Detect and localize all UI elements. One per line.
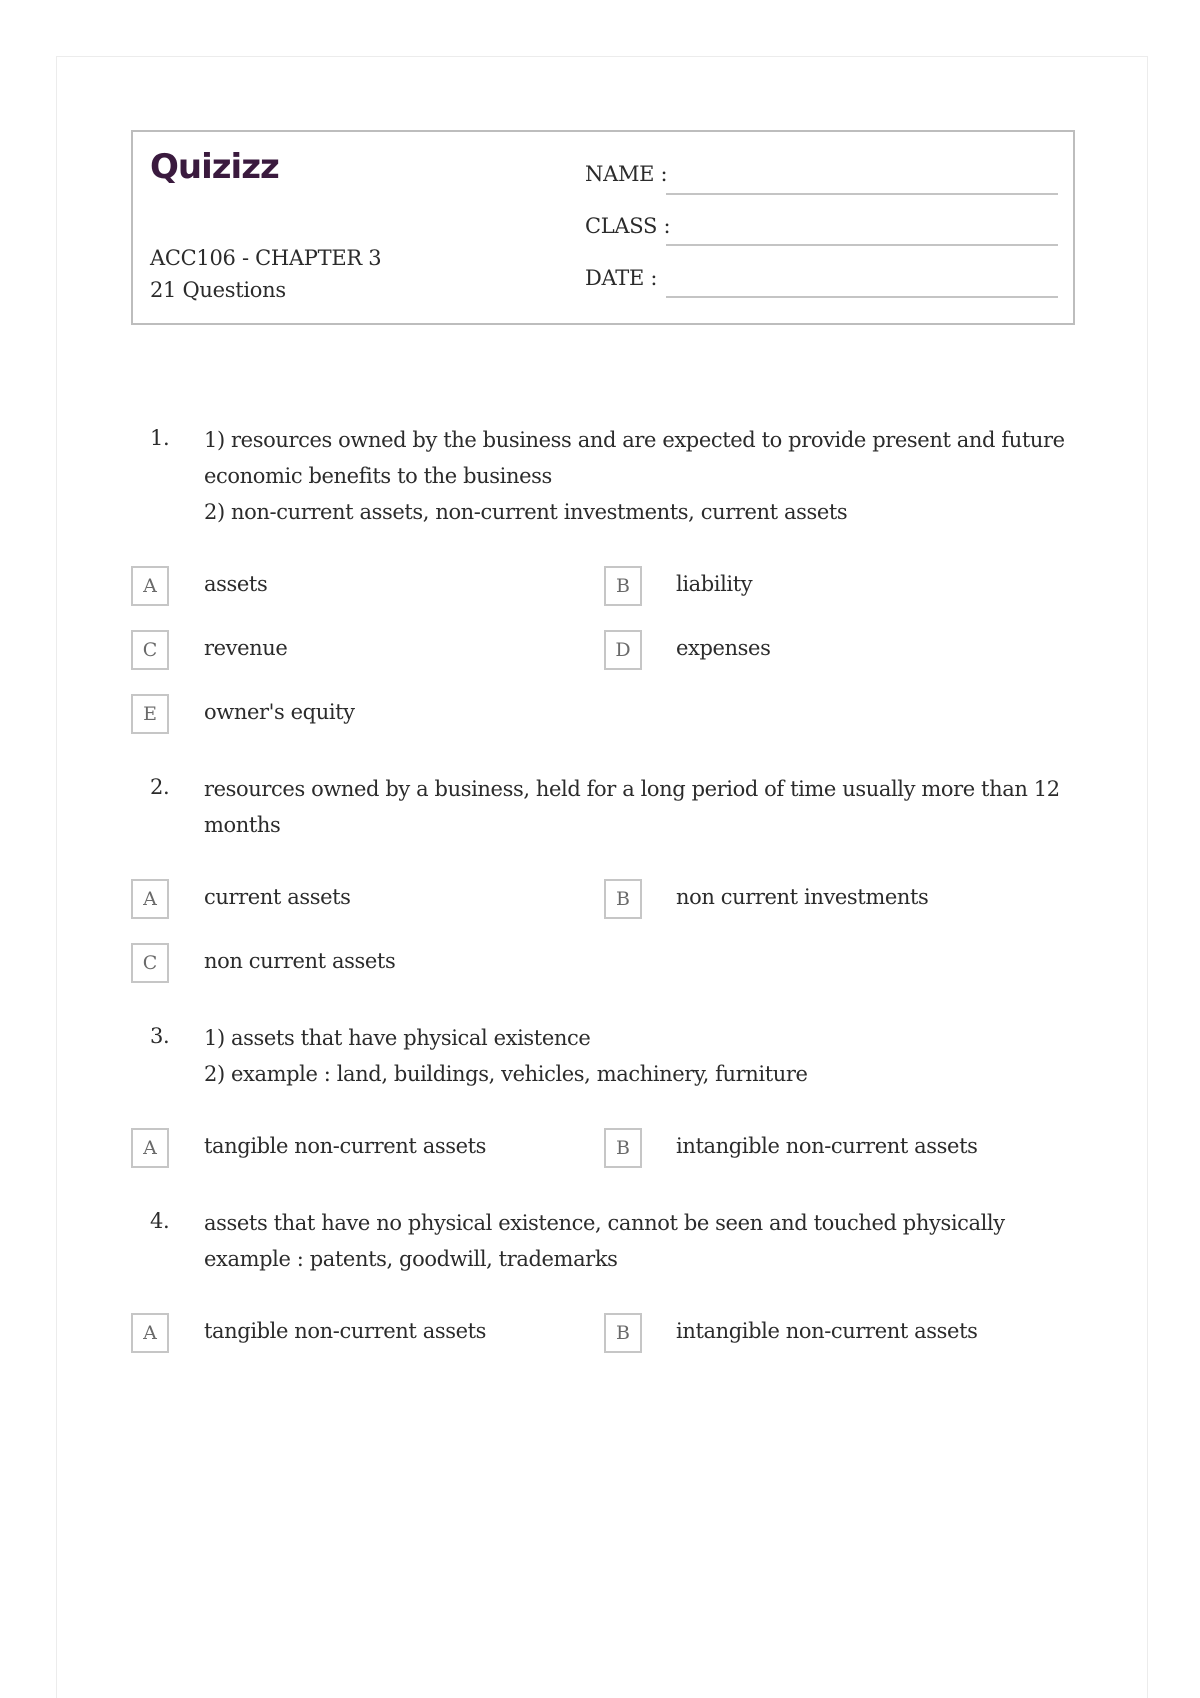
question-count: 21 Questions — [150, 278, 286, 302]
option-letter-box[interactable]: C — [131, 630, 169, 670]
option-text: expenses — [676, 636, 771, 660]
option-text: intangible non-current assets — [676, 1134, 978, 1158]
option-text: current assets — [204, 885, 351, 909]
quiz-title: ACC106 - CHAPTER 3 — [150, 246, 382, 270]
option-text: tangible non-current assets — [204, 1319, 487, 1343]
option-text: non current assets — [204, 949, 396, 973]
option-letter-box[interactable]: B — [604, 566, 642, 606]
question-line: 1) resources owned by the business and are expected to provide present and future — [204, 428, 1065, 452]
question-line: assets that have no physical existence, cannot be seen and touched physically — [204, 1211, 1005, 1235]
question-text — [204, 1205, 1084, 1277]
option-letter-box[interactable]: E — [131, 694, 169, 734]
question-text — [204, 422, 1084, 530]
question-line: economic benefits to the business — [204, 464, 552, 488]
option-text: non current investments — [676, 885, 929, 909]
option-text: assets — [204, 572, 268, 596]
question-line: example : patents, goodwill, trademarks — [204, 1247, 618, 1271]
option-letter-box[interactable]: B — [604, 1313, 642, 1353]
option-letter-box[interactable]: A — [131, 566, 169, 606]
question-number: 2. — [150, 775, 170, 799]
option-letter-box[interactable]: B — [604, 1128, 642, 1168]
class-label: CLASS : — [585, 214, 671, 238]
date-label: DATE : — [585, 266, 658, 290]
name-line[interactable] — [666, 193, 1058, 195]
option-text: owner's equity — [204, 700, 355, 724]
option-text: tangible non-current assets — [204, 1134, 487, 1158]
question-line: resources owned by a business, held for a long period of time usually more than 12 — [204, 777, 1060, 801]
option-letter-box[interactable]: A — [131, 1128, 169, 1168]
option-letter-box[interactable]: C — [131, 943, 169, 983]
option-letter-box[interactable]: B — [604, 879, 642, 919]
question-number: 1. — [150, 426, 170, 450]
option-letter-box[interactable]: A — [131, 1313, 169, 1353]
option-text: intangible non-current assets — [676, 1319, 978, 1343]
question-line: 2) non-current assets, non-current investments, current assets — [204, 500, 848, 524]
option-letter-box[interactable]: A — [131, 879, 169, 919]
option-letter-box[interactable]: D — [604, 630, 642, 670]
option-text: liability — [676, 572, 753, 596]
date-line[interactable] — [666, 296, 1058, 298]
question-line: 1) assets that have physical existence — [204, 1026, 591, 1050]
question-text — [204, 771, 1084, 843]
question-line: 2) example : land, buildings, vehicles, machinery, furniture — [204, 1062, 808, 1086]
class-line[interactable] — [666, 244, 1058, 246]
option-text: revenue — [204, 636, 288, 660]
question-text — [204, 1020, 1084, 1092]
quizizz-logo: Quizizz — [150, 147, 279, 187]
name-label: NAME : — [585, 162, 668, 186]
question-number: 4. — [150, 1209, 170, 1233]
question-number: 3. — [150, 1024, 170, 1048]
question-line: months — [204, 813, 281, 837]
